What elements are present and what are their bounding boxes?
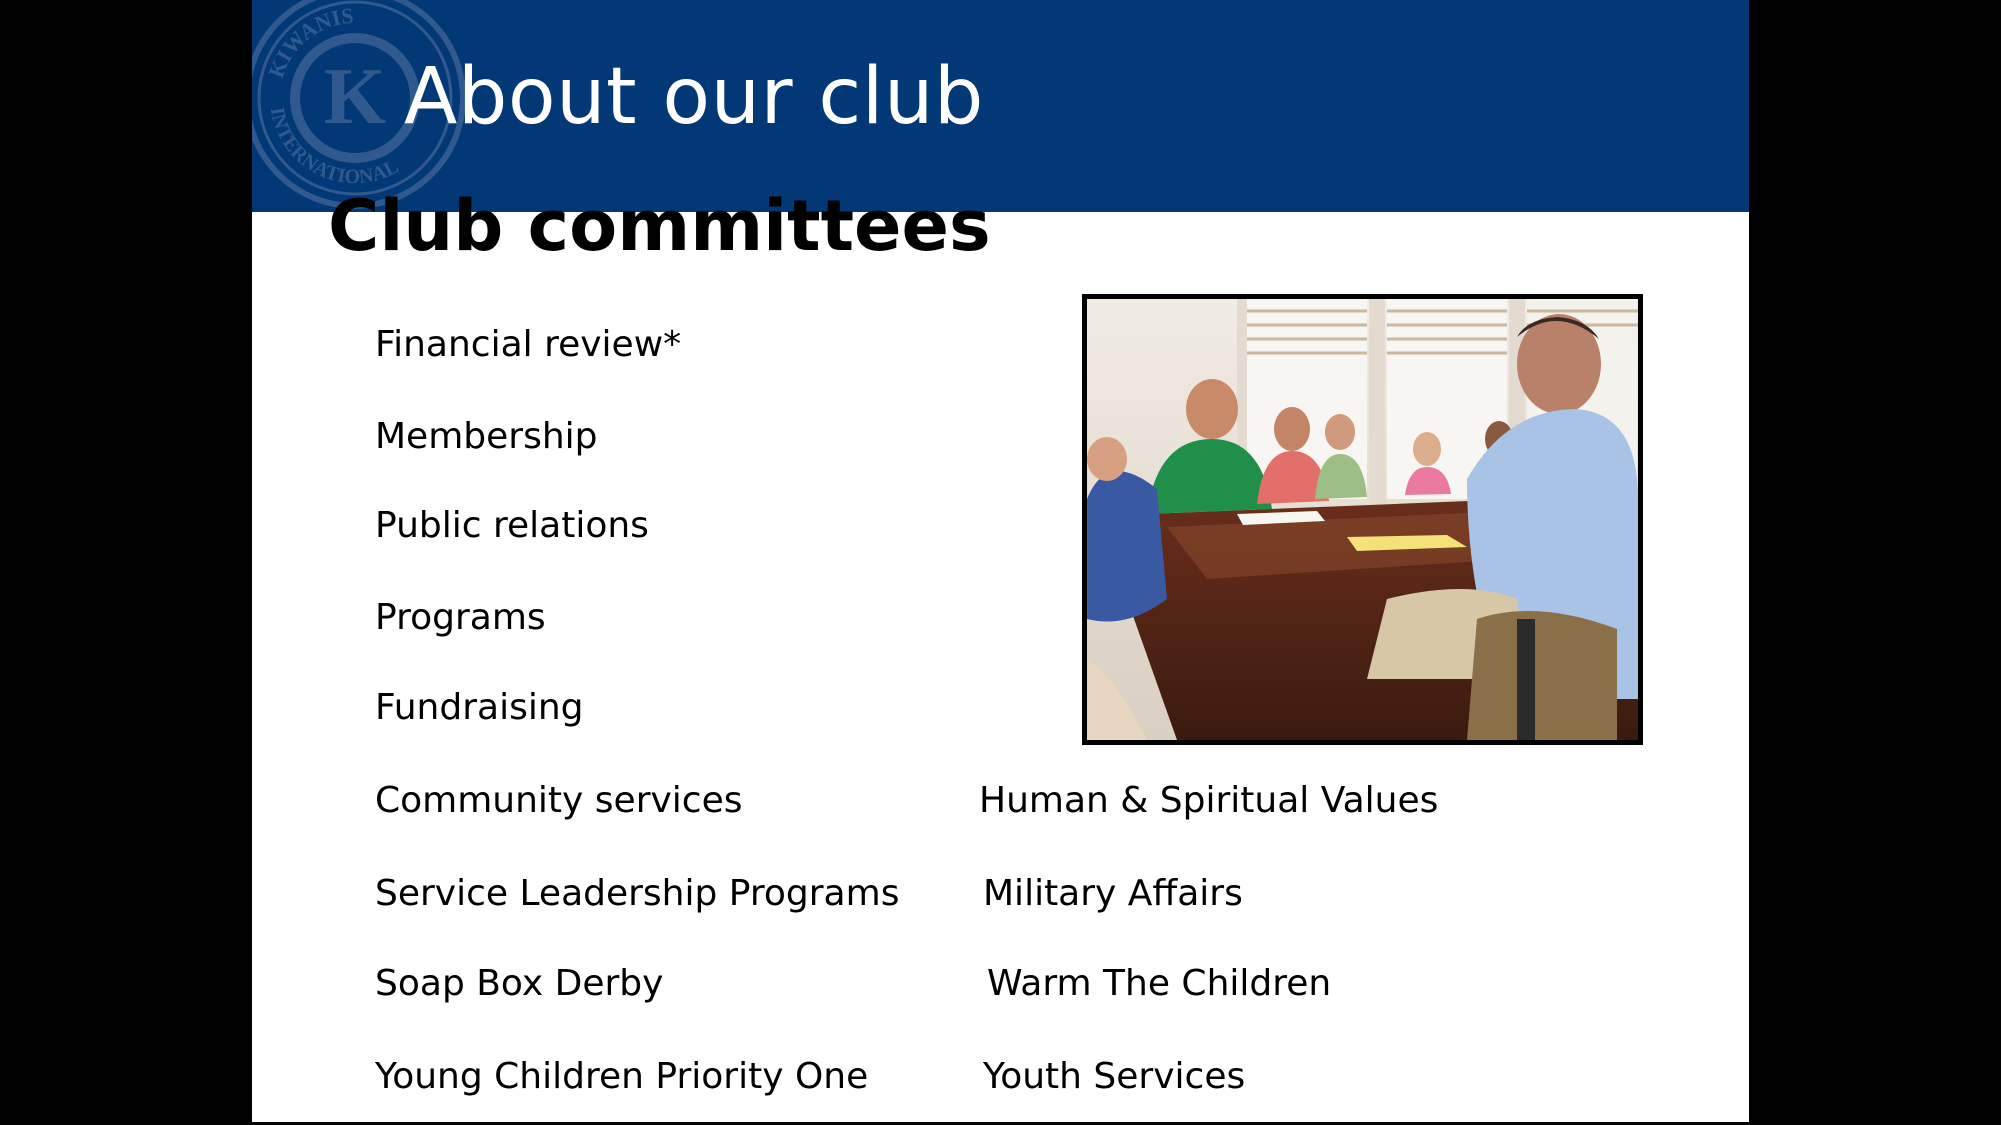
- slide: [252, 0, 1749, 1122]
- slide-title: About our club: [404, 52, 984, 142]
- committee-item: Fundraising: [375, 687, 584, 728]
- committee-item: Programs: [375, 597, 546, 638]
- section-heading: Club committees: [328, 185, 991, 267]
- meeting-photo: [1082, 294, 1643, 745]
- committee-item: Public relations: [375, 505, 649, 546]
- svg-text:KIWANIS: KIWANIS: [263, 2, 355, 81]
- committee-item: Financial review*: [375, 324, 682, 365]
- svg-text:INTERNATIONAL: INTERNATIONAL: [265, 105, 403, 189]
- svg-text:K: K: [323, 53, 387, 141]
- committee-item: Community services: [375, 780, 743, 821]
- committee-item: Soap Box Derby: [375, 963, 664, 1004]
- committee-item: Membership: [375, 416, 598, 457]
- committee-item: Youth Services: [983, 1056, 1246, 1097]
- committee-item: Warm The Children: [987, 963, 1332, 1004]
- committee-item: Human & Spiritual Values: [979, 780, 1439, 821]
- committee-item: Military Affairs: [983, 873, 1243, 914]
- committee-item: Service Leadership Programs: [375, 873, 900, 914]
- committee-item: Young Children Priority One: [375, 1056, 869, 1097]
